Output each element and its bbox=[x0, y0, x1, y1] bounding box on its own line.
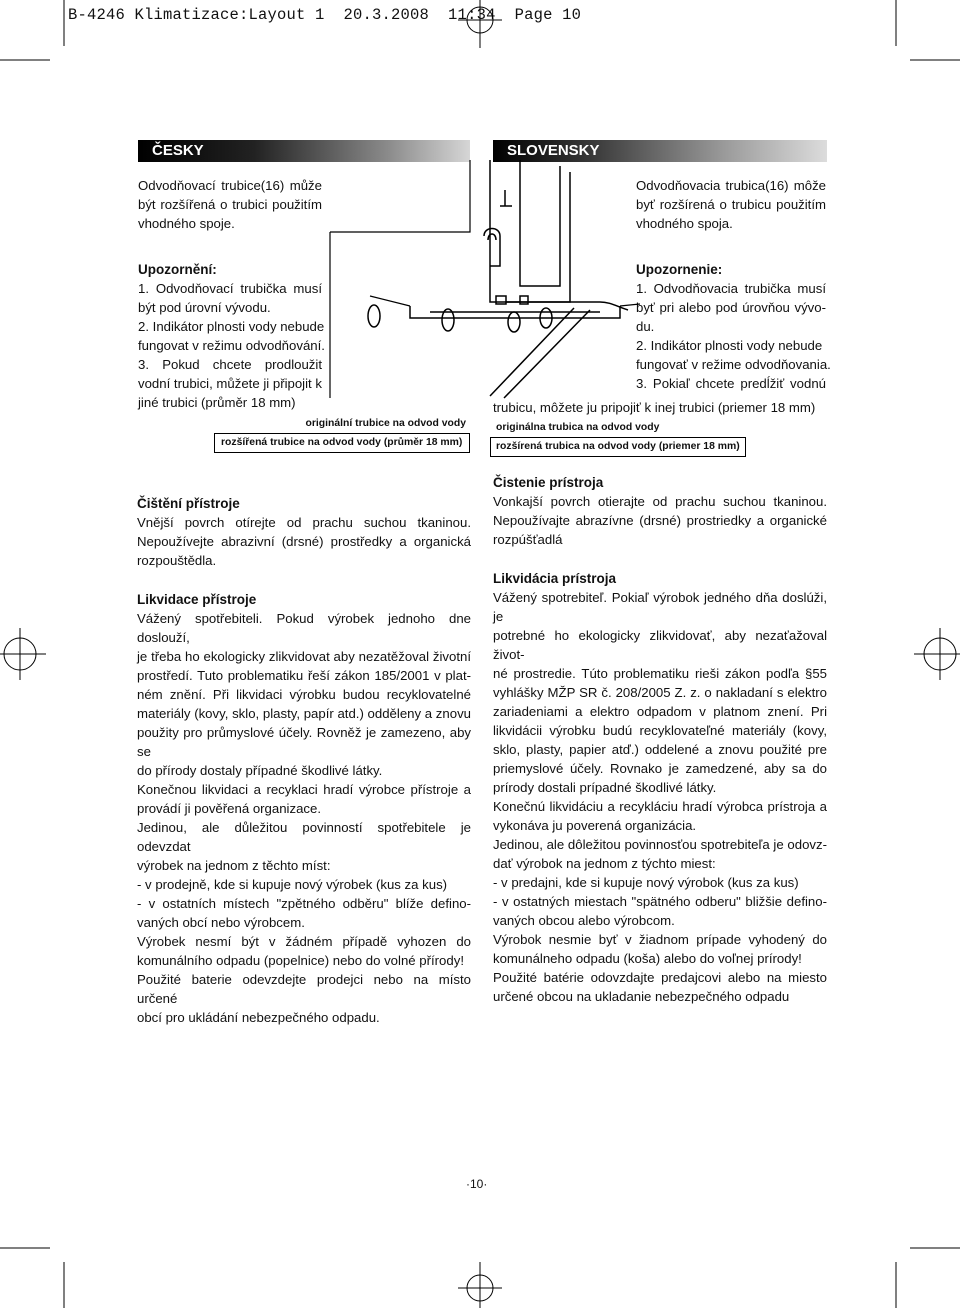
text-line: komunálního odpadu (popelnice) nebo do volné přírody! bbox=[137, 953, 464, 968]
text-line: jiné trubici (průměr 18 mm) bbox=[138, 395, 296, 410]
text-line: Vážený spotrebiteľ. Pokiaľ výrobok jedného dňa doslúži, je bbox=[493, 590, 827, 624]
czech-warning-title: Upozornění: bbox=[138, 262, 217, 277]
text-line: sklo, plasty, papier atď.) oddelené a znovu použité pre bbox=[493, 742, 827, 757]
text-line: zariadeniami a elektro odpadom v platnom znení. Pri bbox=[493, 704, 827, 719]
slovak-caption-original: originálna trubica na odvod vody bbox=[496, 422, 660, 433]
text-line: komunálneho odpadu (koša) alebo do voľnej prírody! bbox=[493, 951, 802, 966]
text-line: - v predajni, kde si kupuje nový výrobok (kus za kus) bbox=[493, 875, 799, 890]
text-line: priemyslové účely. Rovnako je zamedzené, aby sa do bbox=[493, 761, 827, 776]
text-line: 2. Indikátor plnosti vody nebude bbox=[636, 338, 823, 353]
text-line: fungovať v režime odvodňovania. bbox=[636, 357, 831, 372]
text-line: vhodného spoje. bbox=[138, 216, 235, 231]
text-line: 3. Pokiaľ chcete predĺžiť vodnú bbox=[636, 376, 826, 391]
text-line: du. bbox=[636, 319, 655, 334]
text-line: vykonáva ju poverená organizácia. bbox=[493, 818, 697, 833]
text-line: dať výrobok na jednom z týchto miest: bbox=[493, 856, 716, 871]
text-line: Jedinou, ale důležitou povinností spotřebitele je odevzdat bbox=[137, 820, 471, 854]
text-line: - v ostatních místech "zpětného odběru" blíže defino- bbox=[137, 896, 471, 911]
text-line: Výrobek nesmí být v žádném případě vyhozen do bbox=[137, 934, 471, 949]
text-line: provádí ji pověřená organizace. bbox=[137, 801, 322, 816]
text-line: Jedinou, ale dôležitou povinnosťou spotrebiteľa je odovz- bbox=[493, 837, 827, 852]
text-line: vaných obcou alebo výrobcom. bbox=[493, 913, 675, 928]
text-line: Vážený spotřebiteli. Pokud výrobek jednoho dne doslouží, bbox=[137, 611, 471, 645]
slovak-cleaning bbox=[493, 492, 827, 549]
text-line: né prostredie. Túto problematiku rieši zákon podľa §55 bbox=[493, 666, 827, 681]
page-number: ·10· bbox=[466, 1177, 488, 1191]
text-line: ném znění. Při likvidaci výrobku budou recyklovatelné bbox=[137, 687, 471, 702]
text-line: - v ostatných miestach "spätného odberu" bližšie defino- bbox=[493, 894, 827, 909]
slovak-disposal-title: Likvidácia prístroja bbox=[493, 571, 617, 586]
text-line: byť rozšírená o trubicu použitím bbox=[636, 197, 826, 212]
slovak-warning-title: Upozornenie: bbox=[636, 262, 723, 277]
print-header: B-4246 Klimatizace:Layout 1 20.3.2008 11:34 Page 10 bbox=[68, 6, 582, 24]
text-line: výrobek na jednom z těchto míst: bbox=[137, 858, 331, 873]
text-line: použity pro průmyslové účely. Rovněž je zamezeno, aby se bbox=[137, 725, 471, 759]
text-line: prírody dostali prípadné škodlivé látky. bbox=[493, 780, 717, 795]
text-line: obcí pro ukládání nebezpečného odpadu. bbox=[137, 1010, 380, 1025]
text-line: 3. Pokud chcete prodloužit bbox=[138, 357, 322, 372]
text-line: být rozšířená o trubici použitím bbox=[138, 197, 322, 212]
text-line: Odvodňovacia trubica(16) môže bbox=[636, 178, 826, 193]
text-line: Vnější povrch otírejte od prachu suchou tkaninou. bbox=[137, 515, 471, 530]
section-title-czech: ČESKY bbox=[138, 140, 470, 162]
text-line: Konečnou likvidaci a recyklaci hradí výrobce přístroje a bbox=[137, 782, 471, 797]
text-line: likvidácii výrobku budú recyklovateľné materiály (kovy, bbox=[493, 723, 827, 738]
text-line: 2. Indikátor plnosti vody nebude bbox=[138, 319, 325, 334]
text-line: Nepoužívejte abrazivní (drsné) prostředky a organická bbox=[137, 534, 471, 549]
czech-disposal bbox=[137, 609, 471, 1027]
text-line: je třeba ho ekologicky zlikvidovat aby nezatěžoval životní bbox=[137, 649, 471, 664]
text-line: být pod úrovní vývodu. bbox=[138, 300, 271, 315]
text-line: určené obcou na ukladanie nebezpečného odpadu bbox=[493, 989, 790, 1004]
czech-caption-original: originální trubice na odvod vody bbox=[305, 418, 466, 429]
slovak-caption-extended: rozšírená trubica na odvod vody (priemer 18 mm) bbox=[490, 437, 746, 457]
czech-cleaning bbox=[137, 513, 471, 570]
text-line: Použité baterie odevzdejte prodejci nebo na místo určené bbox=[137, 972, 471, 1006]
text-line: vaných obcí nebo výrobcem. bbox=[137, 915, 305, 930]
text-line: - v prodejně, kde si kupuje nový výrobek (kus za kus) bbox=[137, 877, 448, 892]
text-line: do přírody dostaly případné škodlivé látky. bbox=[137, 763, 383, 778]
text-line: Vonkajší povrch otierajte od prachu suchou tkaninou. bbox=[493, 494, 827, 509]
czech-disposal-title: Likvidace přístroje bbox=[137, 592, 257, 607]
czech-caption-extended: rozšířená trubice na odvod vody (průměr 18 mm) bbox=[214, 433, 470, 453]
text-line: vhodného spoja. bbox=[636, 216, 733, 231]
text-line: Konečnú likvidáciu a recykláciu hradí výrobca prístroja a bbox=[493, 799, 827, 814]
text-line: prostředí. Tuto problematiku řeší zákon 185/2001 v plat- bbox=[137, 668, 471, 683]
text-line: 1. Odvodňovací trubička musí bbox=[138, 281, 322, 296]
text-line: fungovat v režimu odvodňování. bbox=[138, 338, 325, 353]
text-line: rozpouštědla. bbox=[137, 553, 217, 568]
text-line: Odvodňovací trubice(16) může bbox=[138, 178, 322, 193]
slovak-disposal bbox=[493, 588, 827, 1006]
text-line: materiály (kovy, sklo, plasty, papír atd.) odděleny a znovu bbox=[137, 706, 471, 721]
text-line: Použité batérie odovzdajte predajcovi alebo na miesto bbox=[493, 970, 827, 985]
text-line: vyhlášky MŽP SR č. 208/2005 Z. z. o nakladaní s elektro bbox=[493, 685, 827, 700]
text-line: Nepoužívajte abrazívne (drsné) prostriedky a organické bbox=[493, 513, 827, 528]
text-line: Výrobok nesmie byť v žiadnom prípade vyhodený do bbox=[493, 932, 827, 947]
slovak-cleaning-title: Čistenie prístroja bbox=[493, 475, 604, 490]
text-line: vodní trubici, můžete ji připojit k bbox=[138, 376, 322, 391]
text-line: rozpúšťadlá bbox=[493, 532, 563, 547]
czech-cleaning-title: Čištění přístroje bbox=[137, 496, 240, 511]
section-title-slovak: SLOVENSKY bbox=[493, 140, 827, 162]
text-line: byť pri alebo pod úrovňou vývo- bbox=[636, 300, 826, 315]
text-line: potrebné ho ekologicky zlikvidovať, aby nezaťažoval život- bbox=[493, 628, 827, 662]
slovak-warning-last: trubicu, môžete ju pripojiť k inej trubici (priemer 18 mm) bbox=[493, 400, 816, 415]
text-line: 1. Odvodňovacia trubička musí bbox=[636, 281, 826, 296]
